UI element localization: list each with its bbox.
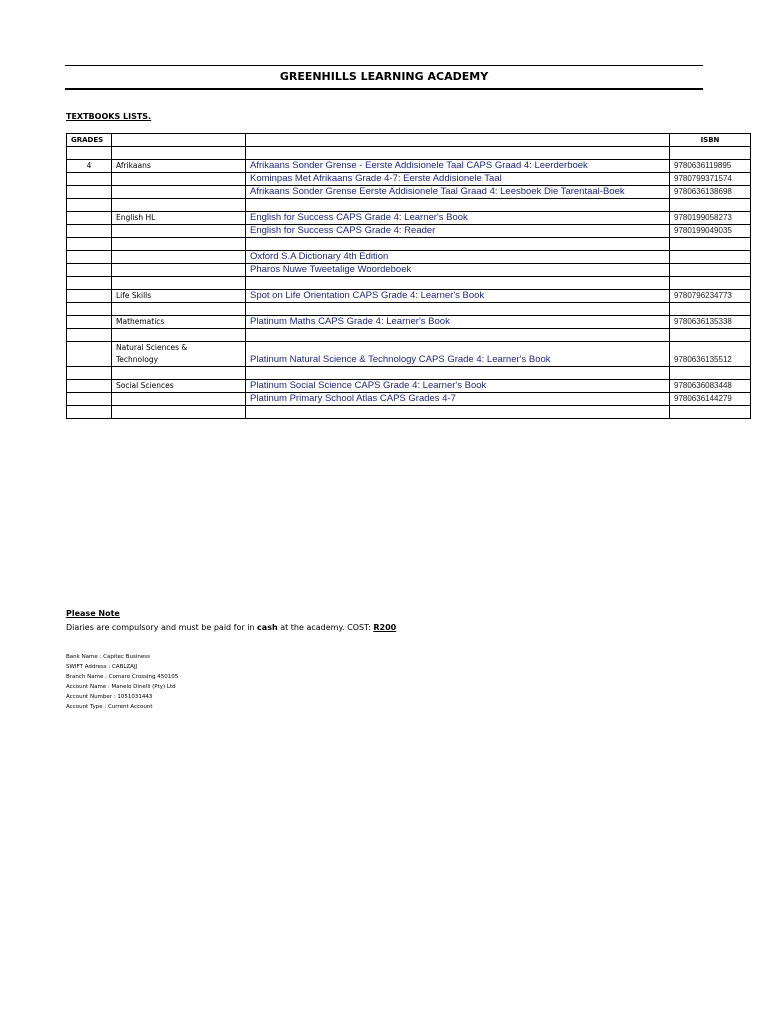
book-isbn: 9780199049035 <box>670 225 751 238</box>
table-row <box>67 380 751 393</box>
book-isbn: 9780199058273 <box>670 212 751 225</box>
book-isbn: 9780636138698 <box>670 186 751 199</box>
document-title: GREENHILLS LEARNING ACADEMY <box>279 70 489 83</box>
book-title: Pharos Nuwe Tweetalige Woordeboek <box>246 264 670 277</box>
section-heading: TEXTBOOKS LISTS. <box>66 112 152 121</box>
book-isbn: 9780799371574 <box>670 173 751 186</box>
subject-english: English HL <box>112 212 246 225</box>
book-title: English for Success CAPS Grade 4: Learner's Book <box>246 212 670 225</box>
header-grades: GRADES <box>67 134 112 147</box>
book-title: Platinum Maths CAPS Grade 4: Learner's Book <box>246 316 670 329</box>
book-title: Kominpas Met Afrikaans Grade 4-7: Eerste Addisionele Taal <box>246 173 670 186</box>
bank-details <box>66 652 178 712</box>
table-row <box>67 212 751 225</box>
book-isbn: 9780636135338 <box>670 316 751 329</box>
book-isbn: 9780636144279 <box>670 393 751 406</box>
book-title: Oxford S.A Dictionary 4th Edition <box>246 251 670 264</box>
title-rule-top <box>65 65 703 66</box>
table-row <box>67 147 751 160</box>
table-row <box>67 238 751 251</box>
book-isbn: 9780796234773 <box>670 290 751 303</box>
table-row <box>67 290 751 303</box>
textbook-table <box>66 133 751 419</box>
table-row <box>67 303 751 316</box>
book-title: Spot on Life Orientation CAPS Grade 4: Learner's Book <box>246 290 670 303</box>
table-row <box>67 160 751 173</box>
table-row <box>67 186 751 199</box>
table-row <box>67 367 751 380</box>
book-isbn: 9780636083448 <box>670 380 751 393</box>
subject-life-skills: Life Skills <box>112 290 246 303</box>
subject-social-sciences: Social Sciences <box>112 380 246 393</box>
swift-address: SWIFT Address : CABLZAJJ <box>66 664 138 670</box>
note-heading: Please Note <box>66 609 120 618</box>
subject-natural-sciences: Natural Sciences & Technology <box>112 342 246 367</box>
book-title: Afrikaans Sonder Grense - Eerste Addisionele Taal CAPS Graad 4: Leerderboek <box>246 160 670 173</box>
book-title: Platinum Natural Science & Technology CAPS Grade 4: Learner's Book <box>246 342 670 367</box>
grade-cell: 4 <box>67 160 112 173</box>
table-row <box>67 406 751 419</box>
table-row <box>67 277 751 290</box>
table-row <box>67 329 751 342</box>
title-rule-bottom <box>65 88 703 90</box>
table-row <box>67 251 751 264</box>
cost-value: R200 <box>373 623 397 632</box>
table-row <box>67 316 751 329</box>
table-row <box>67 173 751 186</box>
book-isbn <box>670 264 751 277</box>
account-name: Account Name : Manelo Dinelli (Pty) Ltd <box>66 684 176 690</box>
branch-name: Branch Name : Comaro Crossing 450105 <box>66 674 179 680</box>
account-type: Account Type : Current Account <box>66 704 153 710</box>
book-title: Platinum Social Science CAPS Grade 4: Learner's Book <box>246 380 670 393</box>
header-isbn: ISBN <box>670 134 751 147</box>
book-title: English for Success CAPS Grade 4: Reader <box>246 225 670 238</box>
table-header-row <box>67 134 751 147</box>
book-isbn: 9780636119895 <box>670 160 751 173</box>
table-row <box>67 393 751 406</box>
subject-afrikaans: Afrikaans <box>112 160 246 173</box>
account-number: Account Number : 1051031443 <box>66 694 153 700</box>
table-row <box>67 342 751 367</box>
book-title: Platinum Primary School Atlas CAPS Grades 4-7 <box>246 393 670 406</box>
table-row <box>67 199 751 212</box>
bank-name: Bank Name : Capitec Business <box>66 654 150 660</box>
table-row <box>67 264 751 277</box>
note-text: Diaries are compulsory and must be paid for in cash at the academy. COST: R200 <box>66 623 397 632</box>
table-row <box>67 225 751 238</box>
subject-mathematics: Mathematics <box>112 316 246 329</box>
book-isbn: 9780636135512 <box>670 342 751 367</box>
book-isbn <box>670 251 751 264</box>
book-title: Afrikaans Sonder Grense Eerste Addisionele Taal Graad 4: Leesboek Die Tarentaal-Boek <box>246 186 670 199</box>
